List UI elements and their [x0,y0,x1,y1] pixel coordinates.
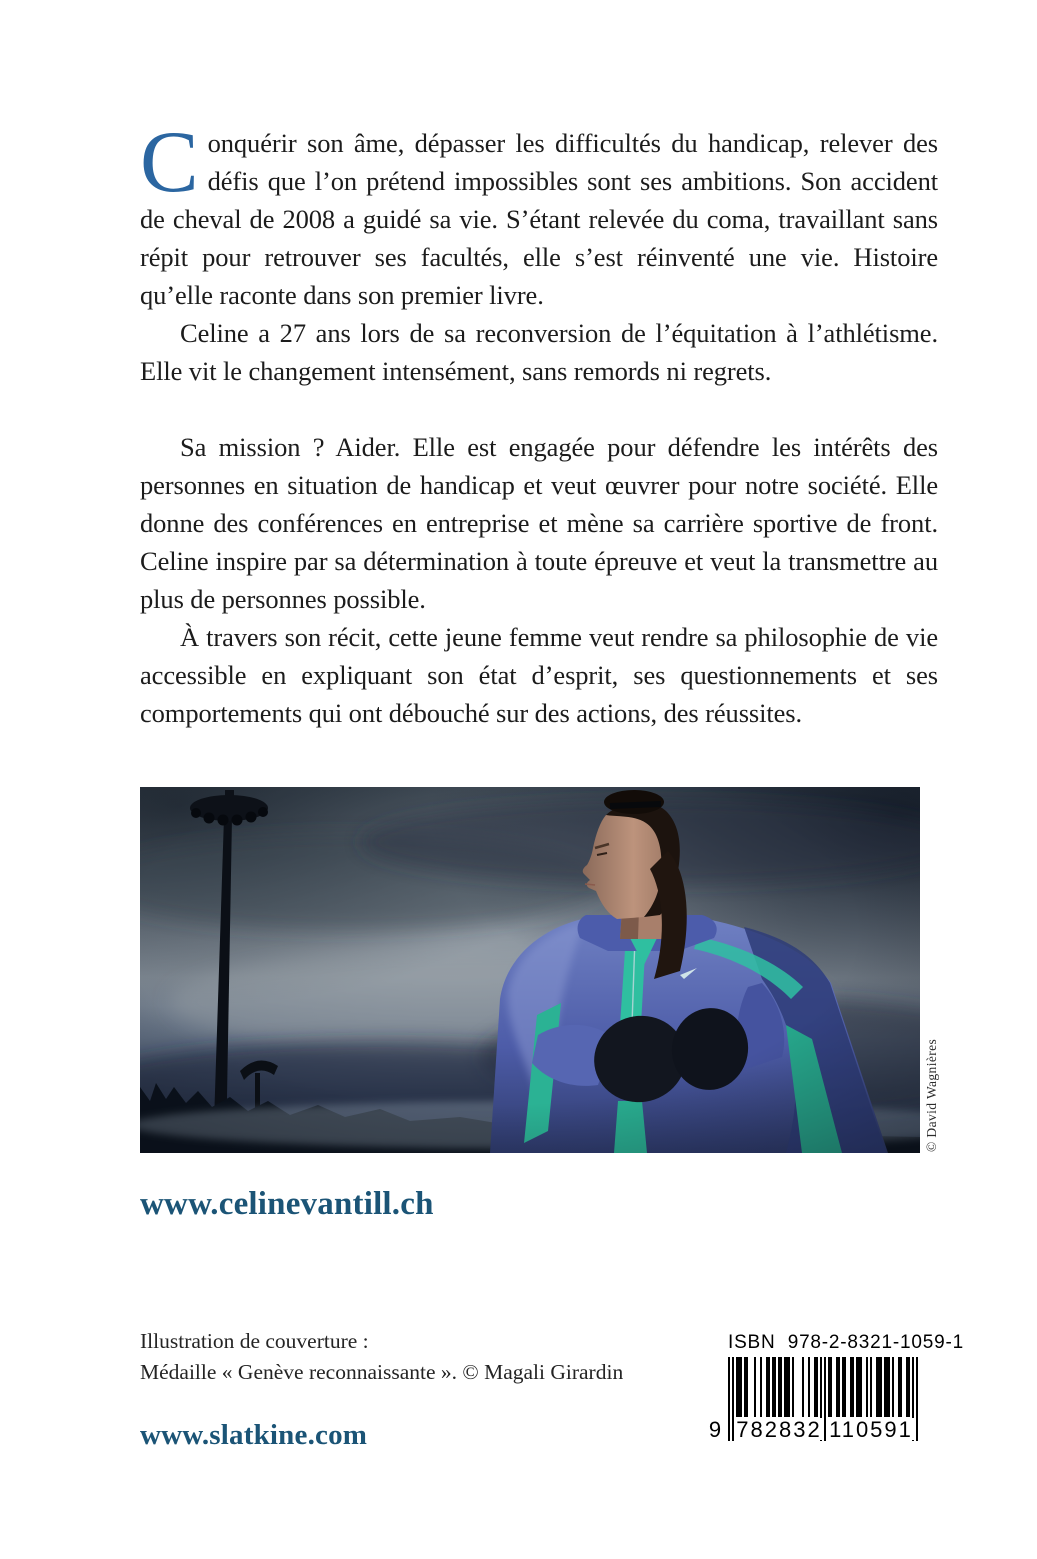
blurb-paragraph-1-text: onquérir son âme, dépasser les difficultés du handicap, relever des défis que l’on prétend impossibles sont ses ambitions. Son accident de cheval de 2008 a guidé sa vie. S’étant relevée du coma, travaillant sans répit pour retrouver ses facultés, elle s’est réinventé une vie. Histoire qu’elle raconte dans son premier livre. [140,128,938,310]
blurb-paragraph-4: À travers son récit, cette jeune femme veut rendre sa philosophie de vie accessible en expliquant son état d’esprit, ses questionnements et ses comportements qui ont débouché sur des actions, des réussites. [140,622,938,728]
barcode-digits-right: 110591 [827,1418,915,1440]
barcode-digit-first: 9 [706,1418,724,1440]
cover-photo [140,787,920,1153]
drop-cap: C [140,114,199,211]
illustration-credit-line2: Médaille « Genève reconnaissante ». © Magali Girardin [140,1360,624,1384]
publisher-website-link[interactable]: www.slatkine.com [140,1419,368,1451]
blurb [140,114,938,732]
author-website-link[interactable]: www.celinevantill.ch [140,1186,434,1222]
isbn-label: ISBN 978-2-8321-1059-1 [728,1332,964,1353]
blurb-paragraph-3: Sa mission ? Aider. Elle est engagée pour défendre les intérêts des personnes en situation de handicap et veut œuvrer pour notre société. Elle donne des conférences en entreprise et mène sa carrière sportive de front. Celine inspire par sa détermination à toute épreuve et veut la transmettre au plus de personnes possible. [140,432,938,614]
ean13-barcode [708,1357,918,1442]
blurb-paragraph-1 [140,114,938,314]
photo-vignette [140,787,920,1153]
isbn-block [708,1332,964,1442]
blurb-paragraph-2: Celine a 27 ans lors de sa reconversion de l’équitation à l’athlétisme. Elle vit le changement intensément, sans remords ni regrets. [140,318,938,386]
photo-credit: © David Wagnières [924,1038,939,1152]
illustration-credit-line1: Illustration de couverture : [140,1329,369,1353]
cover-photo-graphic [140,787,920,1153]
illustration-credit [140,1326,623,1388]
barcode-digits-left: 782832 [736,1417,822,1442]
